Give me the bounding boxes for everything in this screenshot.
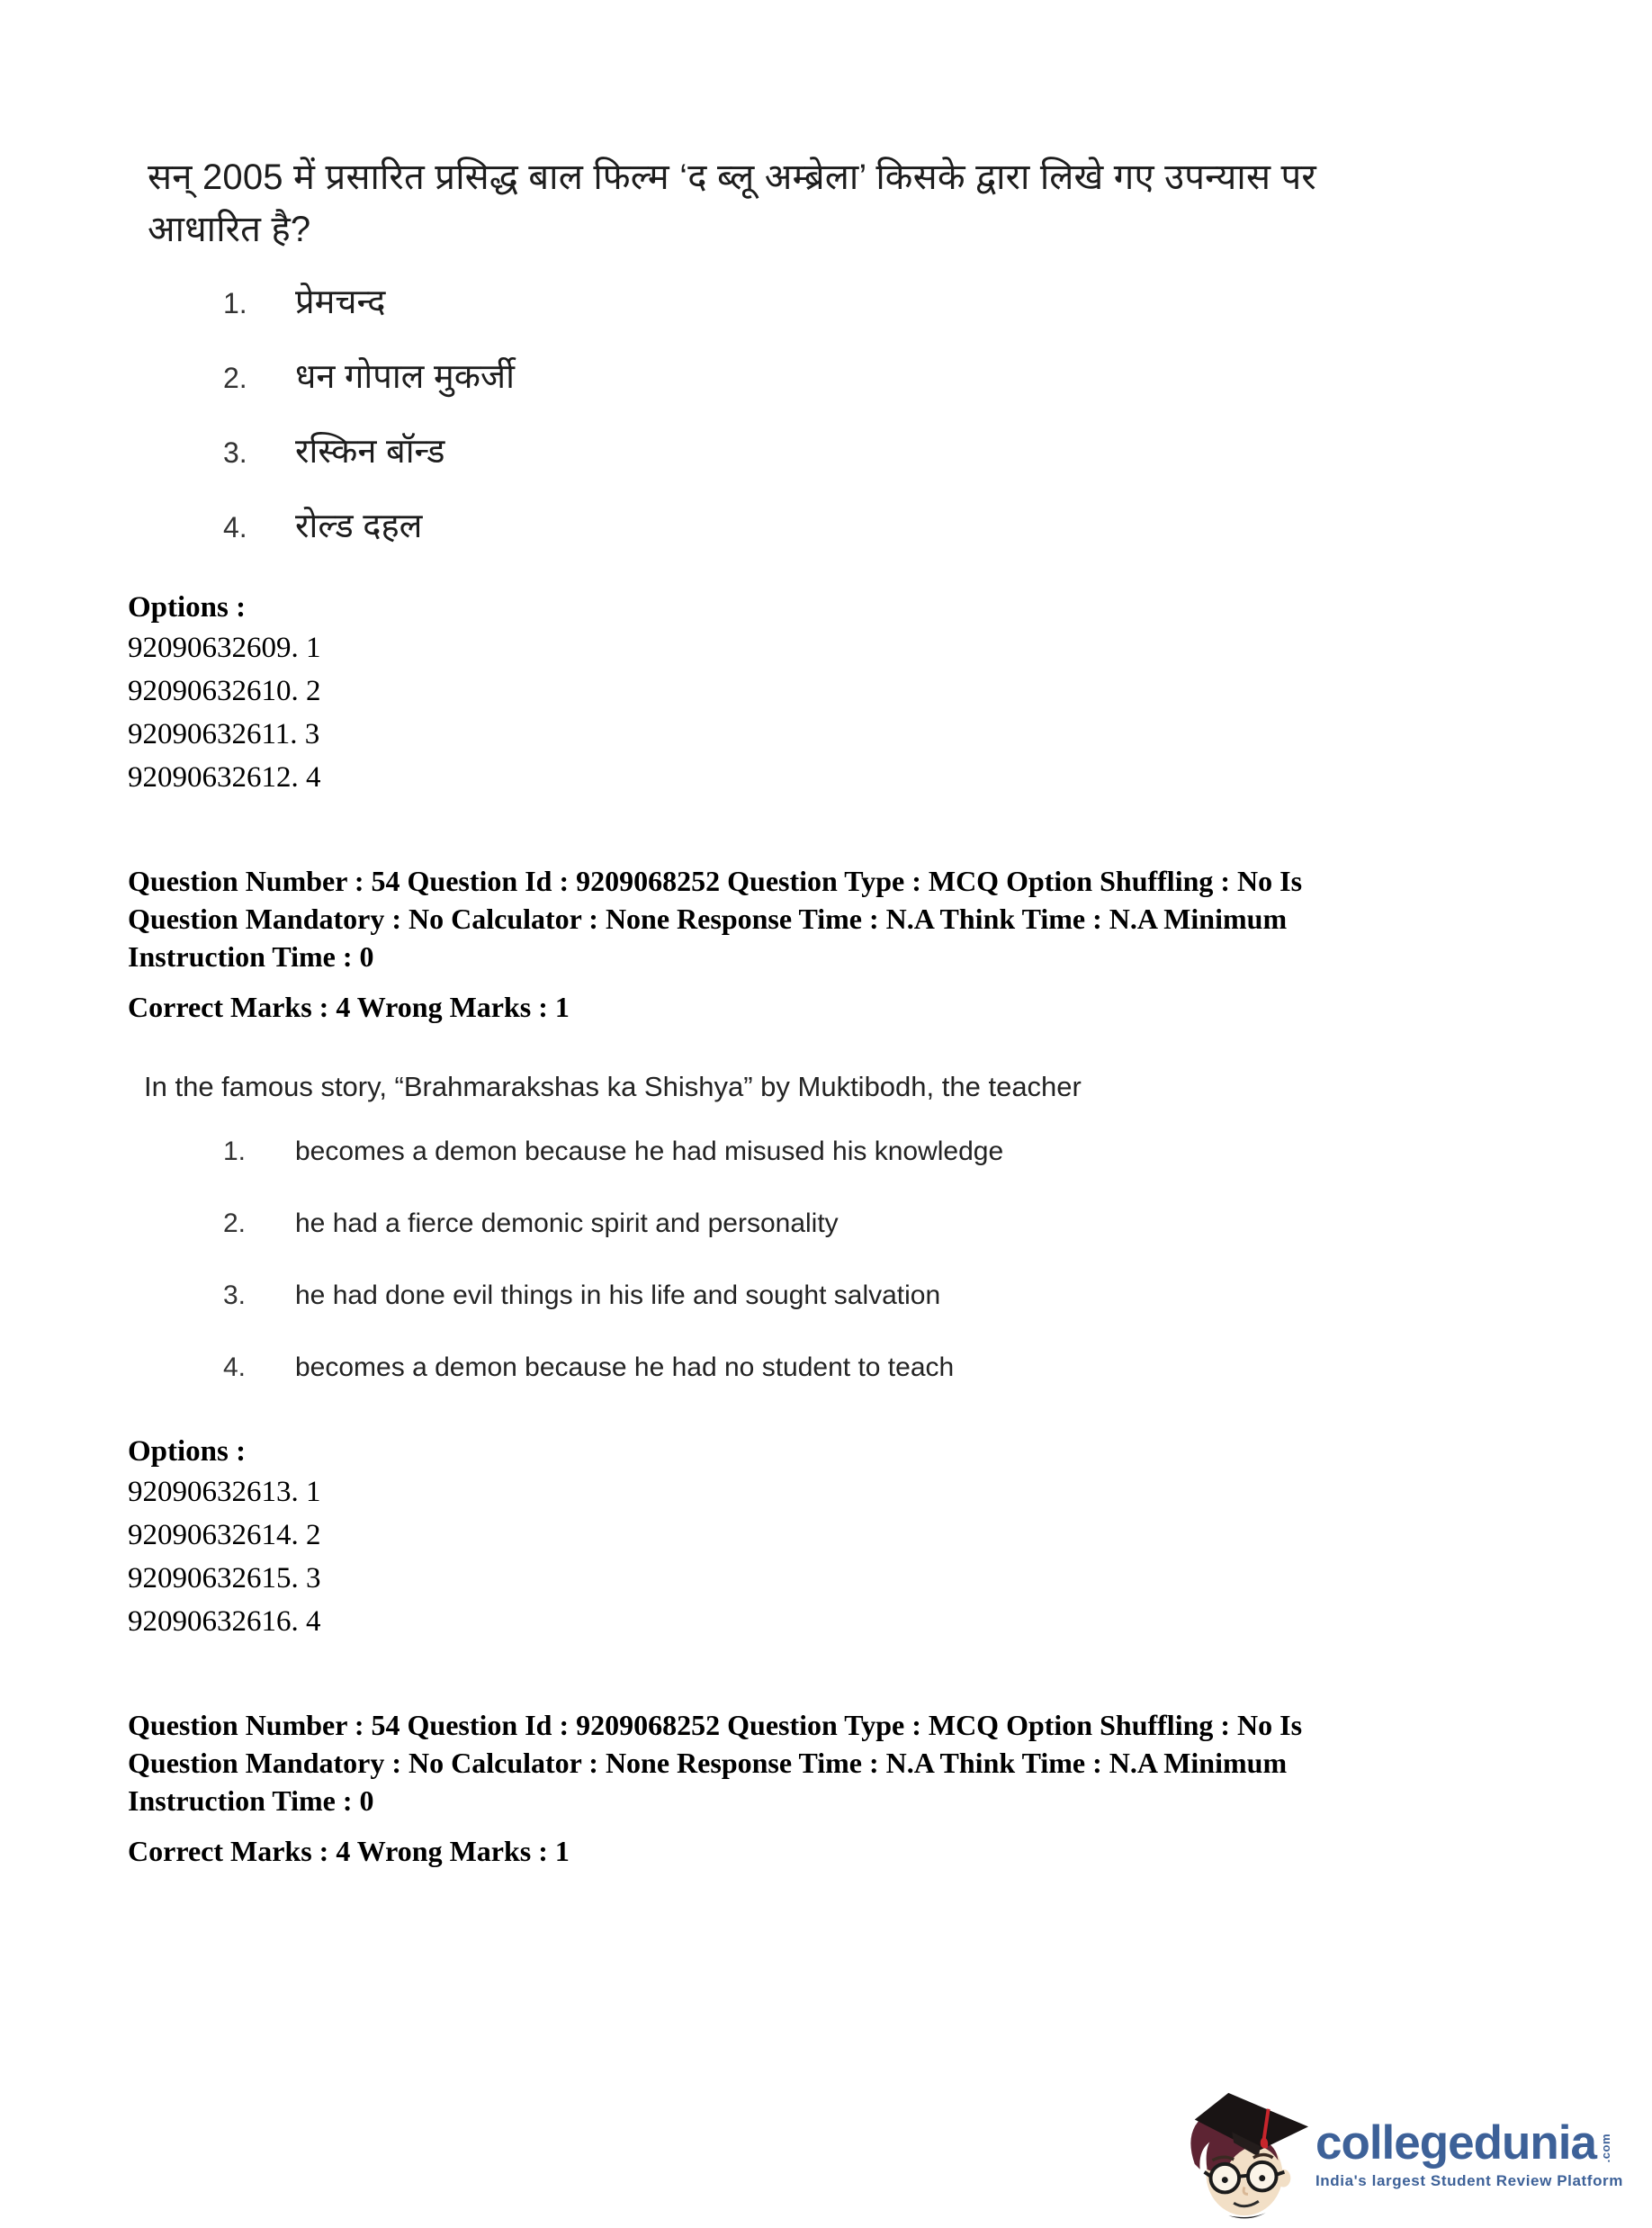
choice-number: 4.: [223, 511, 247, 544]
options-heading: Options :: [128, 591, 247, 624]
option-id-row: 92090632609. 1: [128, 632, 321, 664]
choice-row: [223, 1206, 1549, 1242]
question-meta-line: Question Number : 54 Question Id : 9209068252 Question Type : MCQ Option Shuffling : No Is: [128, 1709, 1303, 1741]
question-meta-line: Instruction Time : 0: [128, 1784, 374, 1817]
brand-tagline: India's largest Student Review Platform: [1315, 2171, 1623, 2189]
choice-row: [223, 283, 1549, 323]
choice-row: [223, 1278, 1549, 1314]
brand-domain-suffix: .com: [1598, 2134, 1612, 2163]
marks-line: Correct Marks : 4 Wrong Marks : 1: [128, 1835, 570, 1867]
brand-text-block: [1315, 2116, 1623, 2190]
option-id-list: [128, 1470, 1549, 1643]
option-id-list: [128, 626, 1549, 799]
brand-name-row: [1315, 2116, 1623, 2170]
choice-label: धन गोपाल मुकर्जी: [295, 358, 515, 396]
choice-number: 2.: [223, 362, 247, 394]
marks-line: Correct Marks : 4 Wrong Marks : 1: [128, 991, 570, 1023]
question-metadata-block: [128, 862, 1549, 1026]
choice-label: he had done evil things in his life and sought salvation: [295, 1280, 941, 1310]
option-id-row: 92090632614. 2: [128, 1519, 321, 1551]
question-metadata-block: [128, 1706, 1549, 1870]
choice-number: 1.: [223, 287, 247, 319]
option-id-row: 92090632610. 2: [128, 675, 321, 707]
choice-label: प्रेमचन्द: [295, 283, 386, 321]
choice-label: he had a fierce demonic spirit and personality: [295, 1208, 839, 1238]
choice-row: [223, 432, 1549, 472]
option-id-row: 92090632616. 4: [128, 1605, 321, 1638]
choice-number: 1.: [223, 1136, 247, 1166]
choice-number: 2.: [223, 1208, 247, 1238]
choice-number: 3.: [223, 436, 247, 469]
question-text-english: In the famous story, “Brahmarakshas ka Shishya” by Muktibodh, the teacher: [144, 1071, 1082, 1102]
option-id-row: 92090632611. 3: [128, 718, 320, 750]
option-id-row: 92090632613. 1: [128, 1476, 321, 1508]
brand-logo: [1177, 2088, 1623, 2221]
page-content: [128, 0, 1549, 1870]
choice-row: [223, 1134, 1549, 1170]
option-id-row: 92090632612. 4: [128, 761, 321, 794]
choice-row: [223, 357, 1549, 398]
choice-label: becomes a demon because he had no student to teach: [295, 1352, 955, 1382]
choice-row: [223, 1350, 1549, 1386]
choice-label: रस्किन बॉन्ड: [295, 433, 445, 471]
brand-name: collegedunia: [1315, 2116, 1596, 2170]
question-text-hindi: सन् 2005 में प्रसारित प्रसिद्ध बाल फिल्म ‘द ब्लू अम्ब्रेला’ किसके द्वारा लिखे गए उपन्यास पर आधारित है?: [148, 157, 1316, 249]
option-id-row: 92090632615. 3: [128, 1562, 321, 1595]
question-meta-line: Question Mandatory : No Calculator : None Response Time : N.A Think Time : N.A Minimum: [128, 903, 1288, 935]
question-meta-line: Question Number : 54 Question Id : 9209068252 Question Type : MCQ Option Shuffling : No Is: [128, 865, 1303, 897]
choice-label: रोल्ड दहल: [295, 508, 423, 545]
choice-list-english: [128, 1134, 1549, 1386]
choice-label: becomes a demon because he had misused his knowledge: [295, 1136, 1004, 1166]
options-heading: Options :: [128, 1435, 247, 1468]
choice-list-hindi: [128, 283, 1549, 547]
question-meta-line: Instruction Time : 0: [128, 940, 374, 973]
choice-number: 4.: [223, 1352, 247, 1382]
question-meta-line: Question Mandatory : No Calculator : None Response Time : N.A Think Time : N.A Minimum: [128, 1747, 1288, 1779]
choice-number: 3.: [223, 1280, 247, 1310]
choice-row: [223, 507, 1549, 547]
collegedunia-boy-mascot-icon: [1177, 2088, 1314, 2221]
